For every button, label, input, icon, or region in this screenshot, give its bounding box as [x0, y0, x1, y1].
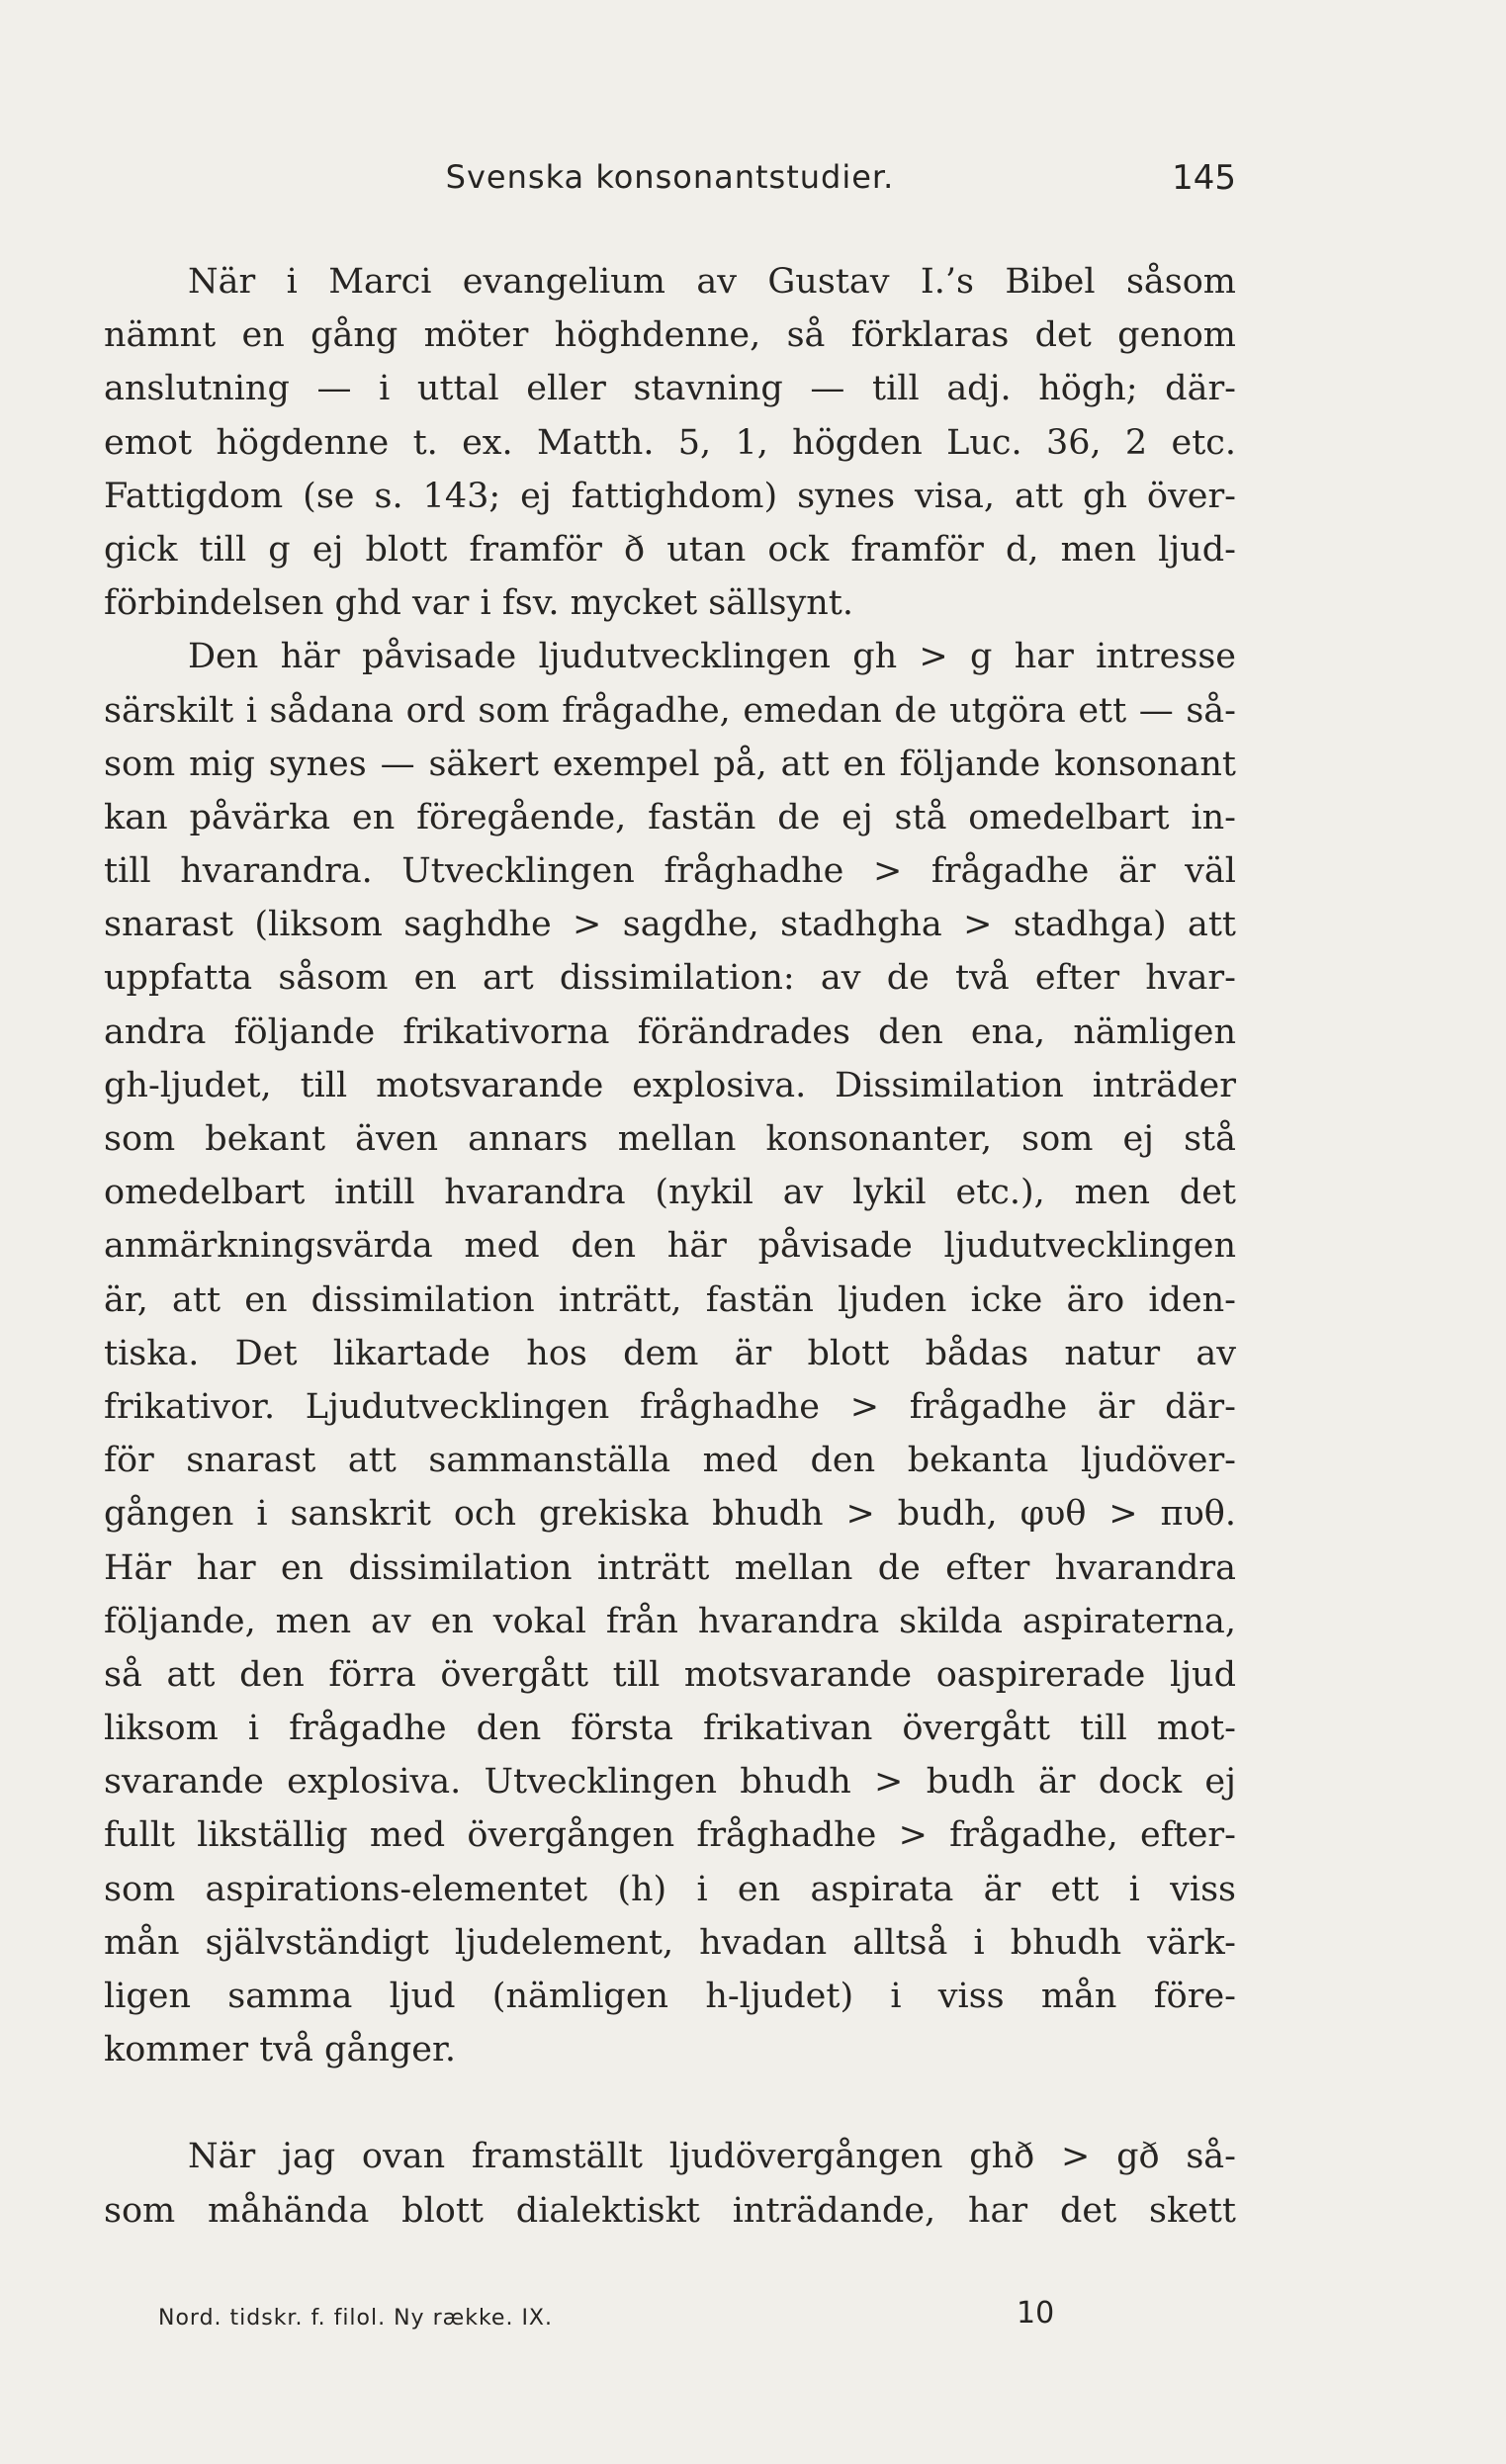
- text-line: som mig synes — säkert exempel på, att en följande konsonant: [104, 744, 1236, 784]
- text-line: ligen samma ljud (nämligen h-ljudet) i viss mån före-: [104, 1977, 1236, 2016]
- text-line: uppfatta såsom en art dissimilation: av de två efter hvar-: [104, 958, 1236, 999]
- paragraph: [104, 630, 1236, 2076]
- text-line: När jag ovan framställt ljudövergången ghð > gð så-: [188, 2137, 1236, 2177]
- text-line: särskilt i sådana ord som frågadhe, emedan de utgöra ett — så-: [104, 690, 1236, 731]
- running-title: Svenska konsonantstudier.: [445, 158, 895, 196]
- text-line: som aspirations-elementet (h) i en aspirata är ett i viss: [104, 1869, 1236, 1909]
- text-line: snarast (liksom saghdhe > sagdhe, stadhgha > stadhga) att: [104, 905, 1236, 945]
- paragraph-gap: [104, 2076, 1236, 2130]
- body-text: [104, 255, 1236, 2238]
- text-line: liksom i frågadhe den första frikativan övergått till mot-: [104, 1709, 1236, 1749]
- text-line: förbindelsen ghd var i fsv. mycket sällsynt.: [104, 583, 853, 624]
- text-line: Här har en dissimilation inträtt mellan de efter hvarandra: [104, 1547, 1236, 1588]
- text-line: kan påvärka en föregående, fastän de ej stå omedelbart in-: [104, 797, 1236, 837]
- printer-signature: Nord. tidskr. f. filol. Ny række. IX.: [158, 2306, 553, 2331]
- text-line: andra följande frikativorna förändrades den ena, nämligen: [104, 1012, 1236, 1052]
- page-footer: [158, 2296, 1055, 2335]
- text-line: så att den förra övergått till motsvarande oaspirerade ljud: [104, 1654, 1236, 1695]
- text-line: för snarast att sammanställa med den bekanta ljudöver-: [104, 1441, 1236, 1481]
- text-line: till hvarandra. Utvecklingen fråghadhe > frågadhe är väl: [104, 851, 1236, 892]
- text-line: kommer två gånger.: [104, 2030, 456, 2070]
- sheet-number: 10: [1017, 2296, 1055, 2331]
- page-number: 145: [1172, 158, 1236, 198]
- text-line: fullt likställig med övergången fråghadhe > frågadhe, efter-: [104, 1815, 1236, 1856]
- text-line: mån självständigt ljudelement, hvadan alltså i bhudh värk-: [104, 1922, 1236, 1963]
- paragraph: [104, 255, 1236, 630]
- text-line: som måhända blott dialektiskt inträdande, har det skett: [104, 2190, 1236, 2231]
- text-line: gången i sanskrit och grekiska bhudh > budh, φυθ > πυθ.: [104, 1494, 1236, 1535]
- text-line: anmärkningsvärda med den här påvisade ljudutvecklingen: [104, 1226, 1236, 1267]
- text-line: gh-ljudet, till motsvarande explosiva. Dissimilation inträder: [104, 1065, 1236, 1105]
- text-line: följande, men av en vokal från hvarandra skilda aspiraterna,: [104, 1601, 1236, 1641]
- text-line: tiska. Det likartade hos dem är blott bådas natur av: [104, 1333, 1236, 1373]
- text-line: svarande explosiva. Utvecklingen bhudh > budh är dock ej: [104, 1762, 1236, 1803]
- text-line: När i Marci evangelium av Gustav I.’s Bibel såsom: [188, 262, 1236, 302]
- text-line: Den här påvisade ljudutvecklingen gh > g har intresse: [188, 637, 1236, 677]
- text-line: gick till g ej blott framför ð utan ock framför d, men ljud-: [104, 529, 1236, 570]
- page-header: [104, 158, 1236, 208]
- text-line: nämnt en gång möter höghdenne, så förklaras det genom: [104, 315, 1236, 356]
- text-line: anslutning — i uttal eller stavning — till adj. högh; där-: [104, 369, 1236, 409]
- text-line: omedelbart intill hvarandra (nykil av lykil etc.), men det: [104, 1173, 1236, 1213]
- text-line: emot högdenne t. ex. Matth. 5, 1, högden Luc. 36, 2 etc.: [104, 422, 1236, 463]
- paragraph: [104, 2130, 1236, 2237]
- text-line: som bekant även annars mellan konsonanter, som ej stå: [104, 1119, 1236, 1159]
- text-line: är, att en dissimilation inträtt, fastän ljuden icke äro iden-: [104, 1279, 1236, 1320]
- text-line: frikativor. Ljudutvecklingen fråghadhe > frågadhe är där-: [104, 1386, 1236, 1427]
- text-line: Fattigdom (se s. 143; ej fattighdom) synes visa, att gh över-: [104, 476, 1236, 516]
